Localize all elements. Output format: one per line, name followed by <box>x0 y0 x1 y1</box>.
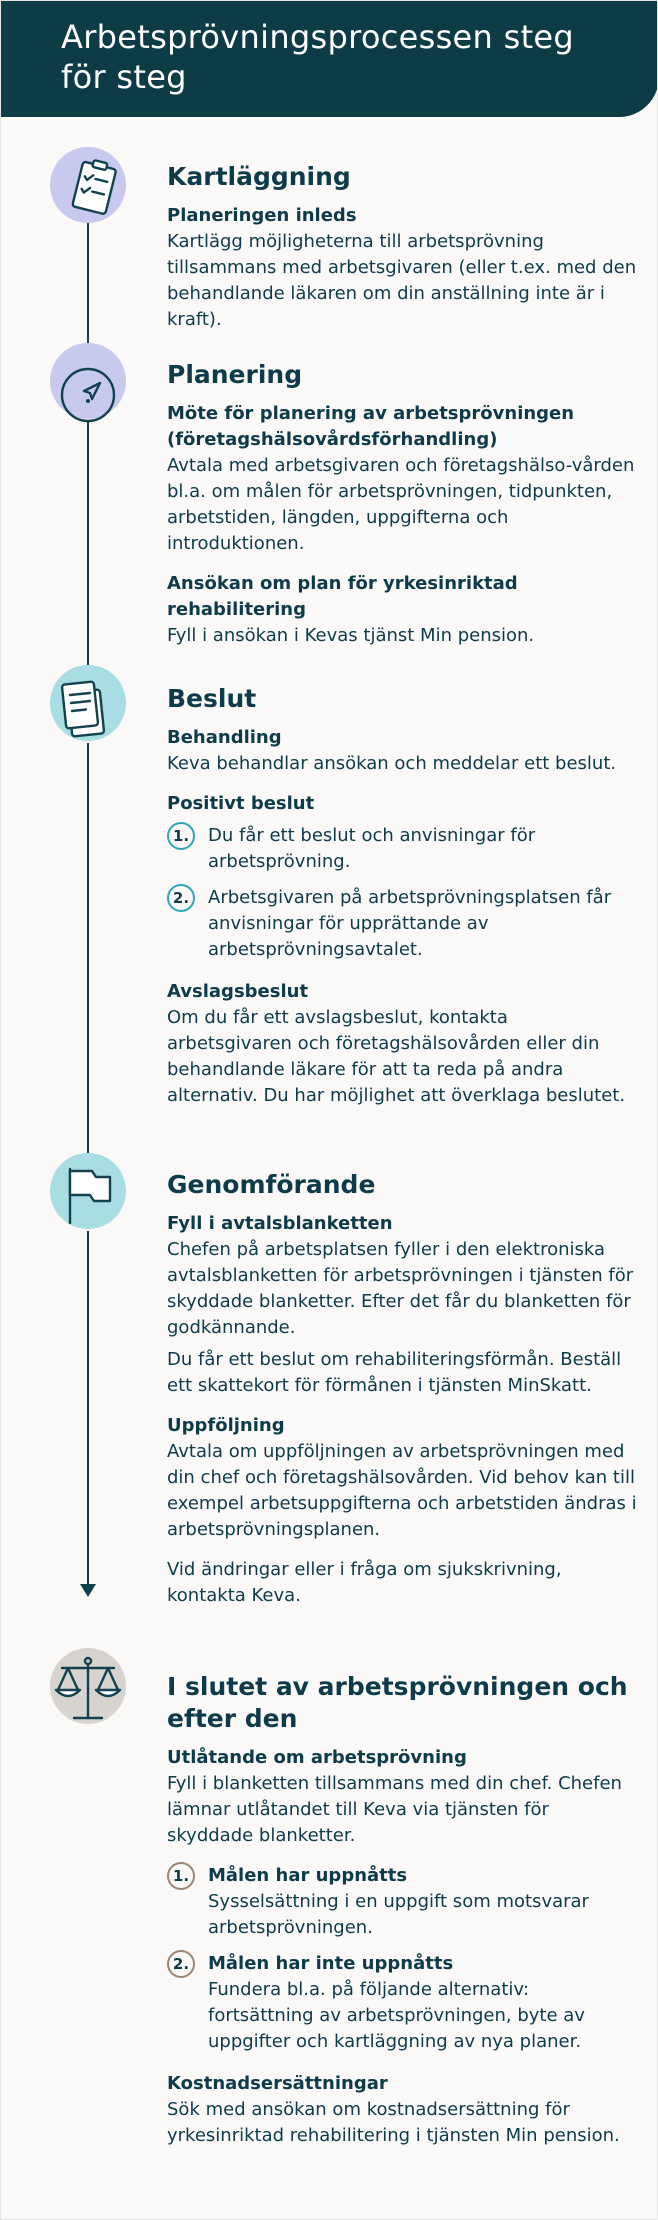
stage-title: I slutet av arbetsprövningen och efter den <box>167 1672 628 1733</box>
scales-icon <box>48 1648 128 1728</box>
section-heading: Avslagsbeslut <box>167 981 309 1002</box>
number-badge: 2. <box>167 1950 195 1978</box>
list-item-text: Sysselsättning i en uppgift som motsvarar arbetsprövningen. <box>208 1891 589 1938</box>
list-item <box>167 885 637 963</box>
section-text: Kartlägg möjligheterna till arbetsprövning tillsammans med arbetsgivaren (eller t.ex. med den behandlande läkaren om din anställning inte är i kraft). <box>167 231 637 330</box>
section-text: Om du får ett avslagsbeslut, kontakta arbetsgivaren och företagshälsovården eller din behandlande läkare för att ta reda på andra alternativ. Du har möjlighet att överklaga beslutet. <box>167 1007 626 1106</box>
header-banner <box>1 1 658 117</box>
section-heading: Ansökan om plan för yrkesinriktad rehabilitering <box>167 573 518 620</box>
list-item-text: Fundera bl.a. på följande alternativ: fortsättning av arbetsprövningen, byte av uppgifter och kartläggning av nya planer. <box>208 1979 585 2052</box>
timeline-line-2 <box>87 421 89 665</box>
list-item <box>167 1863 637 1941</box>
number-badge: 2. <box>167 884 195 912</box>
stage-title: Kartläggning <box>167 162 351 191</box>
stage-slutet <box>167 1671 637 2149</box>
section-text: Du får ett beslut om rehabiliteringsförmån. Beställ ett skattekort för förmånen i tjänsten MinSkatt. <box>167 1349 622 1396</box>
section-text: Avtala med arbetsgivaren och företagshälso-vården bl.a. om målen för arbetsprövningen, tidpunkten, arbetstiden, längden, uppgifterna och introduktionen. <box>167 455 635 554</box>
number-badge: 1. <box>167 822 195 850</box>
list-item <box>167 1951 637 2055</box>
list-item-text: Du får ett beslut och anvisningar för arbetsprövning. <box>208 825 536 872</box>
section-text: Fyll i blanketten tillsammans med din chef. Chefen lämnar utlåtandet till Keva via tjänsten för skyddade blanketter. <box>167 1773 622 1846</box>
section-heading: Kostnadsersättningar <box>167 2073 388 2094</box>
section-text: Keva behandlar ansökan och meddelar ett beslut. <box>167 753 617 774</box>
stage-beslut <box>167 683 637 1109</box>
list-item-title: Målen har inte uppnåtts <box>208 1953 454 1974</box>
flag-icon <box>48 1153 128 1233</box>
timeline-line-4 <box>87 1231 89 1586</box>
section-heading: Positivt beslut <box>167 793 315 814</box>
list-item-text: Arbetsgivaren på arbetsprövningsplatsen får anvisningar för upprättande av arbetsprövningsavtalet. <box>208 887 612 960</box>
list-item-title: Målen har uppnåtts <box>208 1865 408 1886</box>
section-text: Fyll i ansökan i Kevas tjänst Min pension. <box>167 625 535 646</box>
stage-title: Planering <box>167 360 303 389</box>
section-text: Vid ändringar eller i fråga om sjukskrivning, kontakta Keva. <box>167 1559 562 1606</box>
outcome-list <box>167 1863 637 2055</box>
stage-planering <box>167 359 637 649</box>
timeline-line-1 <box>87 223 89 343</box>
number-badge: 1. <box>167 1862 195 1890</box>
section-heading: Fyll i avtalsblanketten <box>167 1213 393 1234</box>
section-heading: Behandling <box>167 727 282 748</box>
section-heading: Utlåtande om arbetsprövning <box>167 1747 467 1768</box>
documents-icon <box>48 665 128 745</box>
page-title: Arbetsprövningsprocessen steg för steg <box>61 18 575 96</box>
positive-decision-list <box>167 823 637 963</box>
section-text: Avtala om uppföljningen av arbetsprövningen med din chef och företagshälsovården. Vid behov kan till exempel arbetsuppgifterna och arbetstiden ändras i arbetsprövningsplanen. <box>167 1441 637 1540</box>
stage-genomforande <box>167 1169 637 1609</box>
list-item <box>167 823 637 875</box>
section-heading: Uppföljning <box>167 1415 285 1436</box>
timeline-arrow-icon <box>80 1584 96 1597</box>
timeline-line-3 <box>87 743 89 1153</box>
compass-icon <box>48 343 128 423</box>
section-heading: Möte för planering av arbetsprövningen (företagshälsovårdsförhandling) <box>167 403 575 450</box>
stage-title: Beslut <box>167 684 257 713</box>
clipboard-checklist-icon <box>48 147 128 227</box>
section-text: Sök med ansökan om kostnadsersättning för yrkesinriktad rehabilitering i tjänsten Min pension. <box>167 2099 620 2146</box>
stage-title: Genomförande <box>167 1170 376 1199</box>
stage-kartlaggning <box>167 161 637 333</box>
section-text: Chefen på arbetsplatsen fyller i den elektroniska avtalsblanketten för arbetsprövningen i tjänsten för skyddade blanketter. Efter det får du blanketten för godkännande. <box>167 1239 634 1338</box>
section-heading: Planeringen inleds <box>167 205 357 226</box>
